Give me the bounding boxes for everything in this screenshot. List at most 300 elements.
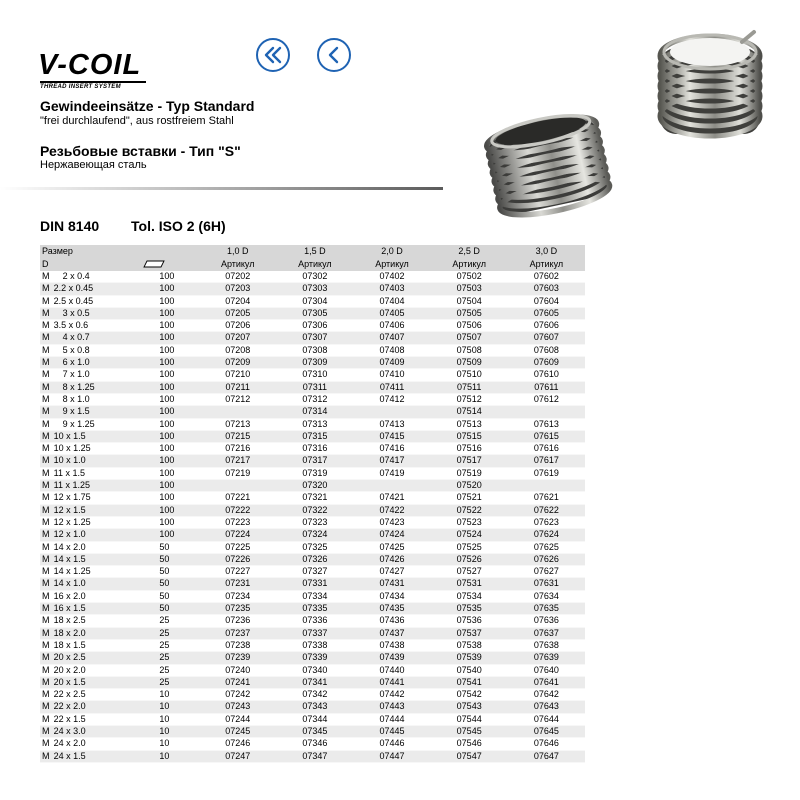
article-number: 07304 bbox=[276, 295, 353, 307]
article-number: 07419 bbox=[353, 467, 430, 479]
table-row bbox=[40, 713, 585, 725]
article-number: 07502 bbox=[431, 271, 508, 283]
thread-size: 14 x 2.0 bbox=[54, 541, 144, 553]
thread-size: 10 x 1.0 bbox=[54, 455, 144, 467]
article-number: 07638 bbox=[508, 639, 585, 651]
article-number: 07423 bbox=[353, 516, 430, 528]
metric-prefix: M bbox=[40, 541, 54, 553]
article-number: 07543 bbox=[431, 701, 508, 713]
thread-size: 14 x 1.5 bbox=[54, 553, 144, 565]
table-row bbox=[40, 332, 585, 344]
col-header-1-0d: 1,0 D bbox=[199, 245, 276, 258]
metric-prefix: M bbox=[40, 504, 54, 516]
article-number: 07322 bbox=[276, 504, 353, 516]
pack-quantity: 50 bbox=[143, 603, 199, 615]
article-number: 07617 bbox=[508, 455, 585, 467]
pack-quantity: 100 bbox=[143, 393, 199, 405]
article-number: 07312 bbox=[276, 393, 353, 405]
table-row bbox=[40, 283, 585, 295]
article-number: 07616 bbox=[508, 443, 585, 455]
article-number: 07209 bbox=[199, 357, 276, 369]
thread-size: 14 x 1.25 bbox=[54, 566, 144, 578]
thread-size: 3 x 0.5 bbox=[54, 307, 144, 319]
table-row bbox=[40, 307, 585, 319]
article-number: 07324 bbox=[276, 529, 353, 541]
metric-prefix: M bbox=[40, 627, 54, 639]
article-number: 07317 bbox=[276, 455, 353, 467]
title-german: Gewindeeinsätze - Typ Standard bbox=[40, 98, 255, 114]
table-row bbox=[40, 664, 585, 676]
article-number: 07606 bbox=[508, 320, 585, 332]
article-number: 07306 bbox=[276, 320, 353, 332]
article-number: 07446 bbox=[353, 738, 430, 750]
metric-prefix: M bbox=[40, 357, 54, 369]
tolerance-class: Tol. ISO 2 (6H) bbox=[131, 218, 226, 234]
thread-insert-image bbox=[470, 100, 630, 230]
table-row bbox=[40, 393, 585, 405]
article-number: 07403 bbox=[353, 283, 430, 295]
article-number: 07203 bbox=[199, 283, 276, 295]
pack-quantity: 100 bbox=[143, 443, 199, 455]
thread-size: 12 x 1.5 bbox=[54, 504, 144, 516]
pack-quantity: 100 bbox=[143, 344, 199, 356]
thread-size: 7 x 1.0 bbox=[54, 369, 144, 381]
pack-quantity: 25 bbox=[143, 627, 199, 639]
article-number bbox=[199, 406, 276, 418]
pack-quantity: 25 bbox=[143, 652, 199, 664]
metric-prefix: M bbox=[40, 344, 54, 356]
article-number: 07621 bbox=[508, 492, 585, 504]
logo-underline bbox=[40, 81, 146, 83]
article-number: 07538 bbox=[431, 639, 508, 651]
article-number: 07510 bbox=[431, 369, 508, 381]
article-number: 07636 bbox=[508, 615, 585, 627]
article-number: 07224 bbox=[199, 529, 276, 541]
article-number: 07439 bbox=[353, 652, 430, 664]
article-number: 07508 bbox=[431, 344, 508, 356]
article-number: 07527 bbox=[431, 566, 508, 578]
pack-quantity: 25 bbox=[143, 676, 199, 688]
article-number: 07445 bbox=[353, 725, 430, 737]
article-number: 07309 bbox=[276, 357, 353, 369]
pack-quantity: 10 bbox=[143, 738, 199, 750]
subtitle-russian: Нержавеющая сталь bbox=[40, 159, 147, 171]
pack-quantity: 100 bbox=[143, 295, 199, 307]
article-number: 07219 bbox=[199, 467, 276, 479]
article-number: 07221 bbox=[199, 492, 276, 504]
article-number: 07626 bbox=[508, 553, 585, 565]
article-number: 07444 bbox=[353, 713, 430, 725]
pack-quantity: 100 bbox=[143, 320, 199, 332]
article-number: 07625 bbox=[508, 541, 585, 553]
article-number: 07431 bbox=[353, 578, 430, 590]
first-page-button[interactable] bbox=[256, 38, 290, 72]
pack-quantity: 10 bbox=[143, 689, 199, 701]
thread-size: 22 x 2.5 bbox=[54, 689, 144, 701]
article-number: 07412 bbox=[353, 393, 430, 405]
article-number: 07624 bbox=[508, 529, 585, 541]
article-number: 07331 bbox=[276, 578, 353, 590]
pack-quantity: 100 bbox=[143, 467, 199, 479]
article-number: 07405 bbox=[353, 307, 430, 319]
article-number: 07607 bbox=[508, 332, 585, 344]
article-number: 07404 bbox=[353, 295, 430, 307]
article-number: 07240 bbox=[199, 664, 276, 676]
article-number: 07416 bbox=[353, 443, 430, 455]
article-number: 07615 bbox=[508, 430, 585, 442]
metric-prefix: M bbox=[40, 406, 54, 418]
title-russian: Резьбовые вставки - Тип "S" bbox=[40, 143, 241, 159]
pack-quantity: 100 bbox=[143, 406, 199, 418]
thread-size: 24 x 1.5 bbox=[54, 750, 144, 762]
table-row bbox=[40, 504, 585, 516]
article-number: 07540 bbox=[431, 664, 508, 676]
article-number: 07407 bbox=[353, 332, 430, 344]
article-number: 07215 bbox=[199, 430, 276, 442]
article-header: Артикул bbox=[353, 258, 430, 271]
article-number: 07303 bbox=[276, 283, 353, 295]
article-number: 07340 bbox=[276, 664, 353, 676]
subtitle-german: "frei durchlaufend", aus rostfreiem Stahl bbox=[40, 115, 234, 127]
article-header: Артикул bbox=[431, 258, 508, 271]
article-number: 07427 bbox=[353, 566, 430, 578]
metric-prefix: M bbox=[40, 725, 54, 737]
article-number: 07242 bbox=[199, 689, 276, 701]
article-number: 07643 bbox=[508, 701, 585, 713]
article-number: 07426 bbox=[353, 553, 430, 565]
article-number: 07536 bbox=[431, 615, 508, 627]
article-number: 07534 bbox=[431, 590, 508, 602]
article-number: 07437 bbox=[353, 627, 430, 639]
article-number: 07436 bbox=[353, 615, 430, 627]
article-number: 07344 bbox=[276, 713, 353, 725]
pack-quantity: 25 bbox=[143, 664, 199, 676]
article-number: 07336 bbox=[276, 615, 353, 627]
article-number: 07645 bbox=[508, 725, 585, 737]
table-row bbox=[40, 492, 585, 504]
metric-prefix: M bbox=[40, 271, 54, 283]
article-number: 07323 bbox=[276, 516, 353, 528]
pack-quantity: 100 bbox=[143, 529, 199, 541]
table-row bbox=[40, 529, 585, 541]
article-number: 07216 bbox=[199, 443, 276, 455]
pack-quantity: 100 bbox=[143, 369, 199, 381]
thread-size: 18 x 1.5 bbox=[54, 639, 144, 651]
article-number: 07327 bbox=[276, 566, 353, 578]
article-number: 07417 bbox=[353, 455, 430, 467]
table-row bbox=[40, 615, 585, 627]
article-number: 07415 bbox=[353, 430, 430, 442]
metric-prefix: M bbox=[40, 480, 54, 492]
article-number: 07207 bbox=[199, 332, 276, 344]
article-number: 07410 bbox=[353, 369, 430, 381]
article-number: 07612 bbox=[508, 393, 585, 405]
article-number: 07205 bbox=[199, 307, 276, 319]
pack-quantity: 10 bbox=[143, 701, 199, 713]
table-row bbox=[40, 344, 585, 356]
article-number: 07642 bbox=[508, 689, 585, 701]
pack-quantity: 25 bbox=[143, 615, 199, 627]
table-row bbox=[40, 516, 585, 528]
thread-size: 2.2 x 0.45 bbox=[54, 283, 144, 295]
metric-prefix: M bbox=[40, 701, 54, 713]
double-chevron-left-icon bbox=[258, 40, 288, 70]
article-number: 07320 bbox=[276, 480, 353, 492]
article-number: 07308 bbox=[276, 344, 353, 356]
thread-size: 20 x 2.0 bbox=[54, 664, 144, 676]
pack-quantity: 10 bbox=[143, 725, 199, 737]
article-number: 07526 bbox=[431, 553, 508, 565]
thread-size: 18 x 2.0 bbox=[54, 627, 144, 639]
article-number: 07321 bbox=[276, 492, 353, 504]
article-number: 07213 bbox=[199, 418, 276, 430]
article-number: 07619 bbox=[508, 467, 585, 479]
article-number: 07409 bbox=[353, 357, 430, 369]
metric-prefix: M bbox=[40, 430, 54, 442]
article-number: 07402 bbox=[353, 271, 430, 283]
table-row bbox=[40, 590, 585, 602]
chevron-left-icon bbox=[319, 40, 349, 70]
article-number: 07245 bbox=[199, 725, 276, 737]
article-number: 07313 bbox=[276, 418, 353, 430]
metric-prefix: M bbox=[40, 738, 54, 750]
article-number: 07411 bbox=[353, 381, 430, 393]
table-subheader-row bbox=[40, 258, 585, 271]
pack-quantity: 100 bbox=[143, 307, 199, 319]
metric-prefix: M bbox=[40, 381, 54, 393]
article-number: 07319 bbox=[276, 467, 353, 479]
din-standard: DIN 8140 bbox=[40, 218, 100, 234]
article-number: 07236 bbox=[199, 615, 276, 627]
article-number: 07512 bbox=[431, 393, 508, 405]
article-number: 07547 bbox=[431, 750, 508, 762]
pack-quantity: 50 bbox=[143, 566, 199, 578]
article-number: 07539 bbox=[431, 652, 508, 664]
size-header: Размер bbox=[40, 245, 143, 258]
article-number: 07608 bbox=[508, 344, 585, 356]
table-row bbox=[40, 603, 585, 615]
pack-quantity: 100 bbox=[143, 480, 199, 492]
metric-prefix: M bbox=[40, 652, 54, 664]
article-number: 07647 bbox=[508, 750, 585, 762]
article-number: 07545 bbox=[431, 725, 508, 737]
article-number: 07613 bbox=[508, 418, 585, 430]
pack-quantity: 100 bbox=[143, 455, 199, 467]
table-header-row bbox=[40, 245, 585, 258]
article-number: 07504 bbox=[431, 295, 508, 307]
article-number: 07637 bbox=[508, 627, 585, 639]
article-number: 07237 bbox=[199, 627, 276, 639]
col-header-1-5d: 1,5 D bbox=[276, 245, 353, 258]
table-row bbox=[40, 541, 585, 553]
article-number: 07546 bbox=[431, 738, 508, 750]
article-number: 07223 bbox=[199, 516, 276, 528]
article-number: 07305 bbox=[276, 307, 353, 319]
article-number: 07438 bbox=[353, 639, 430, 651]
article-number: 07520 bbox=[431, 480, 508, 492]
article-number: 07515 bbox=[431, 430, 508, 442]
article-number: 07441 bbox=[353, 676, 430, 688]
table-row bbox=[40, 271, 585, 283]
article-number: 07505 bbox=[431, 307, 508, 319]
metric-prefix: M bbox=[40, 516, 54, 528]
thread-size: 22 x 1.5 bbox=[54, 713, 144, 725]
article-number: 07542 bbox=[431, 689, 508, 701]
article-number bbox=[508, 480, 585, 492]
article-number: 07204 bbox=[199, 295, 276, 307]
table-row bbox=[40, 430, 585, 442]
article-number: 07511 bbox=[431, 381, 508, 393]
previous-page-button[interactable] bbox=[317, 38, 351, 72]
thread-size: 12 x 1.25 bbox=[54, 516, 144, 528]
article-number: 07622 bbox=[508, 504, 585, 516]
article-number: 07311 bbox=[276, 381, 353, 393]
thread-size: 24 x 2.0 bbox=[54, 738, 144, 750]
article-number: 07521 bbox=[431, 492, 508, 504]
article-number: 07210 bbox=[199, 369, 276, 381]
article-number: 07347 bbox=[276, 750, 353, 762]
article-number: 07447 bbox=[353, 750, 430, 762]
pack-quantity: 100 bbox=[143, 516, 199, 528]
table-row bbox=[40, 652, 585, 664]
metric-prefix: M bbox=[40, 529, 54, 541]
pack-quantity: 100 bbox=[143, 357, 199, 369]
metric-prefix: M bbox=[40, 713, 54, 725]
article-number: 07602 bbox=[508, 271, 585, 283]
table-row bbox=[40, 689, 585, 701]
article-number: 07425 bbox=[353, 541, 430, 553]
thread-size: 11 x 1.5 bbox=[54, 467, 144, 479]
article-number: 07339 bbox=[276, 652, 353, 664]
article-number: 07422 bbox=[353, 504, 430, 516]
thread-insert-table bbox=[40, 245, 585, 763]
article-number bbox=[353, 406, 430, 418]
article-number: 07604 bbox=[508, 295, 585, 307]
article-number: 07443 bbox=[353, 701, 430, 713]
pack-quantity: 100 bbox=[143, 283, 199, 295]
article-number: 07217 bbox=[199, 455, 276, 467]
pack-quantity: 25 bbox=[143, 639, 199, 651]
pack-quantity: 10 bbox=[143, 713, 199, 725]
table-row bbox=[40, 701, 585, 713]
article-number: 07421 bbox=[353, 492, 430, 504]
article-number: 07503 bbox=[431, 283, 508, 295]
thread-size: 4 x 0.7 bbox=[54, 332, 144, 344]
thread-size: 16 x 2.0 bbox=[54, 590, 144, 602]
thread-size: 9 x 1.25 bbox=[54, 418, 144, 430]
article-number bbox=[508, 406, 585, 418]
article-number: 07535 bbox=[431, 603, 508, 615]
article-number: 07424 bbox=[353, 529, 430, 541]
metric-prefix: M bbox=[40, 418, 54, 430]
table-row bbox=[40, 406, 585, 418]
article-number: 07206 bbox=[199, 320, 276, 332]
metric-prefix: M bbox=[40, 676, 54, 688]
metric-prefix: M bbox=[40, 566, 54, 578]
article-number: 07509 bbox=[431, 357, 508, 369]
pack-quantity: 50 bbox=[143, 590, 199, 602]
pack-quantity: 100 bbox=[143, 271, 199, 283]
article-number: 07307 bbox=[276, 332, 353, 344]
thread-size: 20 x 1.5 bbox=[54, 676, 144, 688]
article-number: 07302 bbox=[276, 271, 353, 283]
article-number: 07235 bbox=[199, 603, 276, 615]
metric-prefix: M bbox=[40, 307, 54, 319]
thread-size: 2.5 x 0.45 bbox=[54, 295, 144, 307]
table-row bbox=[40, 443, 585, 455]
article-number: 07326 bbox=[276, 553, 353, 565]
table-row bbox=[40, 467, 585, 479]
article-number: 07246 bbox=[199, 738, 276, 750]
package-icon bbox=[143, 260, 165, 268]
thread-insert-image-2 bbox=[638, 18, 778, 158]
article-number: 07342 bbox=[276, 689, 353, 701]
article-number: 07310 bbox=[276, 369, 353, 381]
article-number: 07337 bbox=[276, 627, 353, 639]
pack-quantity: 100 bbox=[143, 504, 199, 516]
thread-size: 5 x 0.8 bbox=[54, 344, 144, 356]
col-header-3-0d: 3,0 D bbox=[508, 245, 585, 258]
article-number: 07341 bbox=[276, 676, 353, 688]
thread-size: 10 x 1.25 bbox=[54, 443, 144, 455]
thread-size: 8 x 1.25 bbox=[54, 381, 144, 393]
article-number: 07544 bbox=[431, 713, 508, 725]
table-row bbox=[40, 357, 585, 369]
thread-size: 20 x 2.5 bbox=[54, 652, 144, 664]
article-number: 07522 bbox=[431, 504, 508, 516]
table-body bbox=[40, 271, 585, 762]
metric-prefix: M bbox=[40, 332, 54, 344]
metric-prefix: M bbox=[40, 369, 54, 381]
thread-size: 11 x 1.25 bbox=[54, 480, 144, 492]
article-number: 07519 bbox=[431, 467, 508, 479]
table-row bbox=[40, 295, 585, 307]
article-number: 07639 bbox=[508, 652, 585, 664]
logo-wordmark: V-COIL bbox=[38, 49, 142, 81]
article-number: 07343 bbox=[276, 701, 353, 713]
article-number: 07507 bbox=[431, 332, 508, 344]
article-number: 07537 bbox=[431, 627, 508, 639]
col-header-2-5d: 2,5 D bbox=[431, 245, 508, 258]
thread-size: 9 x 1.5 bbox=[54, 406, 144, 418]
article-number bbox=[199, 480, 276, 492]
article-number: 07325 bbox=[276, 541, 353, 553]
table-row bbox=[40, 381, 585, 393]
article-number: 07631 bbox=[508, 578, 585, 590]
pack-quantity: 100 bbox=[143, 332, 199, 344]
article-header: Артикул bbox=[199, 258, 276, 271]
article-number: 07413 bbox=[353, 418, 430, 430]
thread-size: 8 x 1.0 bbox=[54, 393, 144, 405]
article-number: 07641 bbox=[508, 676, 585, 688]
diameter-header: D bbox=[40, 258, 143, 271]
metric-prefix: M bbox=[40, 492, 54, 504]
pack-quantity: 10 bbox=[143, 750, 199, 762]
article-number: 07435 bbox=[353, 603, 430, 615]
article-number: 07640 bbox=[508, 664, 585, 676]
article-number: 07406 bbox=[353, 320, 430, 332]
col-header-2-0d: 2,0 D bbox=[353, 245, 430, 258]
article-number: 07605 bbox=[508, 307, 585, 319]
article-number: 07623 bbox=[508, 516, 585, 528]
table-row bbox=[40, 320, 585, 332]
table-row bbox=[40, 455, 585, 467]
metric-prefix: M bbox=[40, 615, 54, 627]
article-number: 07208 bbox=[199, 344, 276, 356]
table-row bbox=[40, 627, 585, 639]
article-number: 07609 bbox=[508, 357, 585, 369]
thread-size: 12 x 1.75 bbox=[54, 492, 144, 504]
